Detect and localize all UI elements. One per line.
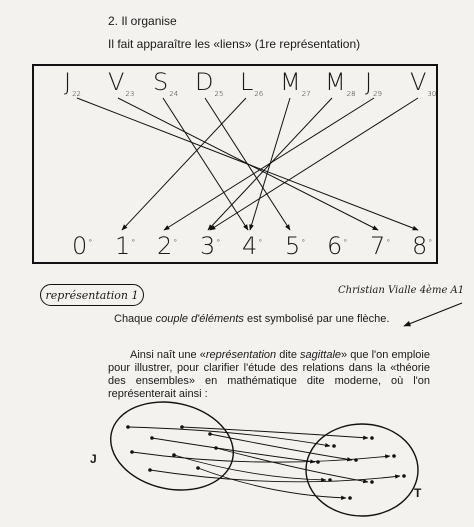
day-label: $L_{26}$ (240, 68, 264, 98)
set-j-label: J (90, 452, 97, 466)
set-t-dot (392, 454, 396, 458)
representation-badge: représentation 1 (40, 284, 144, 306)
relation-arrow (210, 434, 352, 460)
number-label: 8° (412, 232, 433, 260)
set-t-label: T (414, 486, 422, 500)
number-label: 6° (327, 232, 348, 260)
link-arrow (164, 98, 374, 230)
set-t-dot (370, 436, 374, 440)
couple-sentence: Chaque couple d'éléments est symbolisé par une flèche. (114, 313, 390, 325)
number-label: 7° (370, 232, 391, 260)
set-t-dot (332, 444, 336, 448)
day-label: $S_{24}$ (153, 68, 179, 98)
set-t-dot (316, 460, 320, 464)
author-signature: Christian Vialle 4ème A1 (338, 285, 465, 296)
section-heading: 2. Il organise (108, 14, 177, 28)
set-t-dot (348, 496, 352, 500)
intro-text: Il fait apparaître les «liens» (1re représentation) (108, 37, 361, 51)
number-label: 5° (285, 232, 306, 260)
number-label: 2° (157, 232, 178, 260)
decorative-arrow (404, 303, 462, 326)
explanation-paragraph: Ainsi naît une «représentation dite sagittale» que l'on emploie pour illustrer, pour clarifier l'étude des relations dans la «théorie des ensembles» en mathématique dite moderne, où l'on représenterait ainsi : (108, 349, 430, 400)
day-label: $V_{30}$ (410, 68, 437, 98)
link-arrow (122, 98, 246, 230)
set-t-dot (402, 474, 406, 478)
set-j-ellipse (102, 391, 241, 501)
day-label: $M_{28}$ (325, 68, 356, 98)
number-label: 3° (200, 232, 221, 260)
relation-arrow (198, 468, 346, 498)
day-label: $M_{27}$ (280, 68, 311, 98)
relation-arrow (216, 448, 368, 482)
number-label: 0° (72, 232, 93, 260)
number-label: 4° (242, 232, 263, 260)
day-label: $J_{22}$ (64, 68, 81, 98)
day-label: $V_{23}$ (108, 68, 135, 98)
relation-arrow (132, 452, 390, 462)
link-arrow (205, 98, 290, 230)
day-label: $D_{25}$ (195, 68, 224, 98)
number-label: 1° (115, 232, 136, 260)
link-arrow (163, 98, 248, 230)
set-t-dot (370, 480, 374, 484)
day-label: $J_{29}$ (365, 68, 382, 98)
